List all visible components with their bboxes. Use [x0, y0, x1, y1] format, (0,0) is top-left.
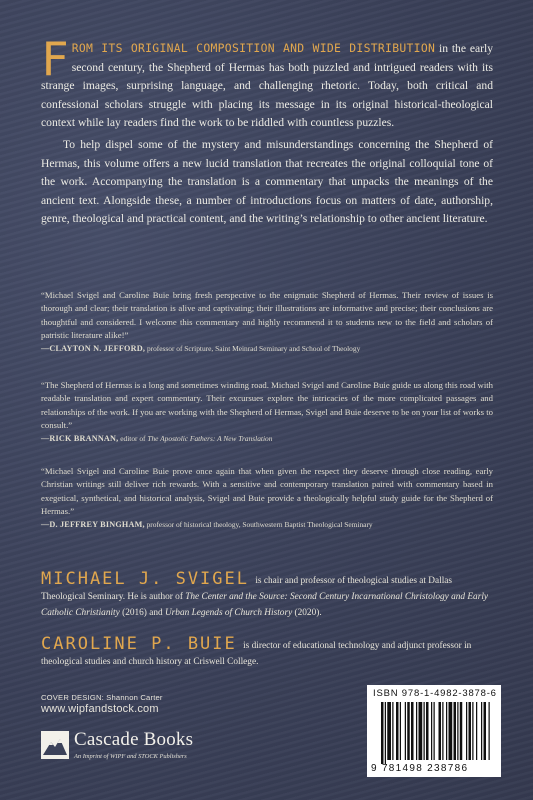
barcode-bar: [434, 702, 435, 760]
barcode-bar: [449, 702, 453, 760]
intro-paragraph-1-text: in the early second century, the Shepherd of Hermas has both puzzled and intrigued readers with its strange images, surprising language, and challenging rhetoric. Today, both critical and confessional scholars struggle with placing its message in its original historical-theological context while lay readers find the work to be riddled with countless puzzles.: [41, 42, 493, 130]
barcode-bar: [454, 702, 457, 760]
barcode-bar: [439, 702, 442, 760]
endorser-name: —CLAYTON N. JEFFORD,: [41, 344, 146, 354]
endorsement-quote: “Michael Svigel and Caroline Buie prove once again that when given the respect they deserve through close reading, early Christian writings still deliver rich rewards. With a sensitive and contemporary translation paired with commentary based in exegetical, synthetical, and historical analysis, Svigel and Buie provide a theologically helpful study guide for the Shepherd of Hermas.”: [41, 466, 493, 516]
barcode-digits: 9 781498 238786: [371, 763, 469, 774]
bio-text: is director of educational technology and adjunct professor in theological studies and church history at Criswell College.: [41, 641, 472, 667]
endorser-role-title: The Apostolic Fathers: A New Translation: [147, 434, 273, 444]
endorser-role: editor of: [118, 434, 148, 444]
isbn-barcode: [367, 685, 501, 777]
mountain-logo-icon: [41, 731, 69, 759]
barcode-bar: [466, 702, 467, 760]
endorsement-attribution: [41, 343, 493, 355]
intro-paragraph-1: [41, 32, 493, 133]
book-title: Urban Legends of Church History: [164, 608, 293, 618]
barcode-bar: [381, 702, 384, 764]
barcode-bar: [431, 702, 432, 760]
endorsement-quote: “Michael Svigel and Caroline Buie bring fresh perspective to the enigmatic Shepherd of Hermas. Their review of issues is thorough and clear; their translation is alive and captivating; their illustrations are informative and precise; their conclusions are thoughtful and considered. I welcome this commentary and highly recommend it to students new to the field and scholars of patristic literature alike!”: [41, 290, 493, 340]
barcode-bar: [419, 702, 423, 760]
barcode-bar: [484, 702, 487, 760]
publisher-logo: [41, 727, 201, 767]
endorsement-3: [41, 465, 493, 531]
author-bio-1: [41, 571, 493, 621]
author-name: CAROLINE P. BUIE: [41, 634, 237, 654]
barcode-bar: [476, 702, 477, 760]
barcode-bar: [424, 702, 425, 760]
isbn-number: ISBN 978-1-4982-3878-6: [373, 688, 497, 699]
barcode-bar: [472, 702, 473, 760]
barcode-bar: [469, 702, 472, 760]
barcode-bar: [460, 702, 463, 760]
barcode-bar: [405, 702, 406, 760]
barcode-bar: [385, 702, 386, 764]
endorser-name: —D. JEFFREY BINGHAM,: [41, 520, 145, 530]
intro-text: [41, 32, 493, 229]
endorser-role: professor of Scripture, Saint Meinrad Seminary and School of Theology: [145, 344, 361, 354]
barcode-bar: [416, 702, 417, 760]
barcode-bar: [392, 702, 393, 760]
endorsement-attribution: [41, 519, 493, 531]
publisher-url[interactable]: www.wipfandstock.com: [41, 703, 159, 715]
author-name: MICHAEL J. SVIGEL: [41, 569, 249, 589]
bio-text: (2016) and: [119, 608, 165, 618]
barcode-bar: [407, 702, 410, 760]
publisher-tagline: An Imprint of WIPF and STOCK Publishers: [74, 753, 187, 760]
author-bio-2: [41, 636, 493, 670]
endorsement-quote: “The Shepherd of Hermas is a long and sometimes winding road. Michael Svigel and Caroline Buie guide us along this road with readable translation and expert commentary. Their excursues explore the intricacies of the more complicated passages and relationships of the work. If you are working with the Shepherd of Hermas, Svigel and Buie deserve to be on your list of works to consult.”: [41, 380, 493, 430]
endorsement-1: [41, 289, 493, 355]
drop-cap: F: [41, 32, 69, 86]
publisher-name: Cascade Books: [74, 729, 194, 750]
book-title: The Center and the Source: Second Century Incarnational Christology and Early Catholic Christianity: [41, 592, 489, 618]
barcode-bar: [442, 702, 443, 760]
barcode-bar: [400, 702, 401, 760]
endorsement-2: [41, 379, 493, 445]
endorser-role: professor of historical theology, Southwestern Baptist Theological Seminary: [144, 520, 373, 530]
barcode-bar: [457, 702, 458, 760]
barcode-bar: [489, 702, 490, 760]
bio-text: (2020).: [292, 608, 322, 618]
credits: [41, 693, 163, 715]
intro-paragraph-2: To help dispel some of the mystery and misunderstandings concerning the Shepherd of Hermas, this volume offers a new lucid translation that recreates the original colloquial tone of the work. Accompanying the translation is a commentary that unpacks the meanings of the ancient text. Alongside these, a number of introductions focus on matters of date, authorship, genre, theological and practical content, and the writing’s relationship to other ancient literature.: [41, 137, 493, 226]
intro-lead-caps: ROM ITS ORIGINAL COMPOSITION AND WIDE DISTRIBUTION: [71, 41, 436, 55]
barcode-bar: [481, 702, 482, 760]
endorser-name: —RICK BRANNAN,: [41, 434, 119, 444]
barcode-bar: [426, 702, 429, 760]
cover-design-credit: COVER DESIGN: Shannon Carter: [41, 693, 163, 702]
barcode-bar: [387, 702, 391, 760]
barcode-bar: [396, 702, 399, 760]
endorsement-attribution: [41, 433, 493, 445]
barcode-bar: [411, 702, 414, 760]
barcode-bar: [446, 702, 447, 760]
bio-text: is chair and professor of theological studies at Dallas Theological Seminary. He is author of: [41, 576, 453, 602]
